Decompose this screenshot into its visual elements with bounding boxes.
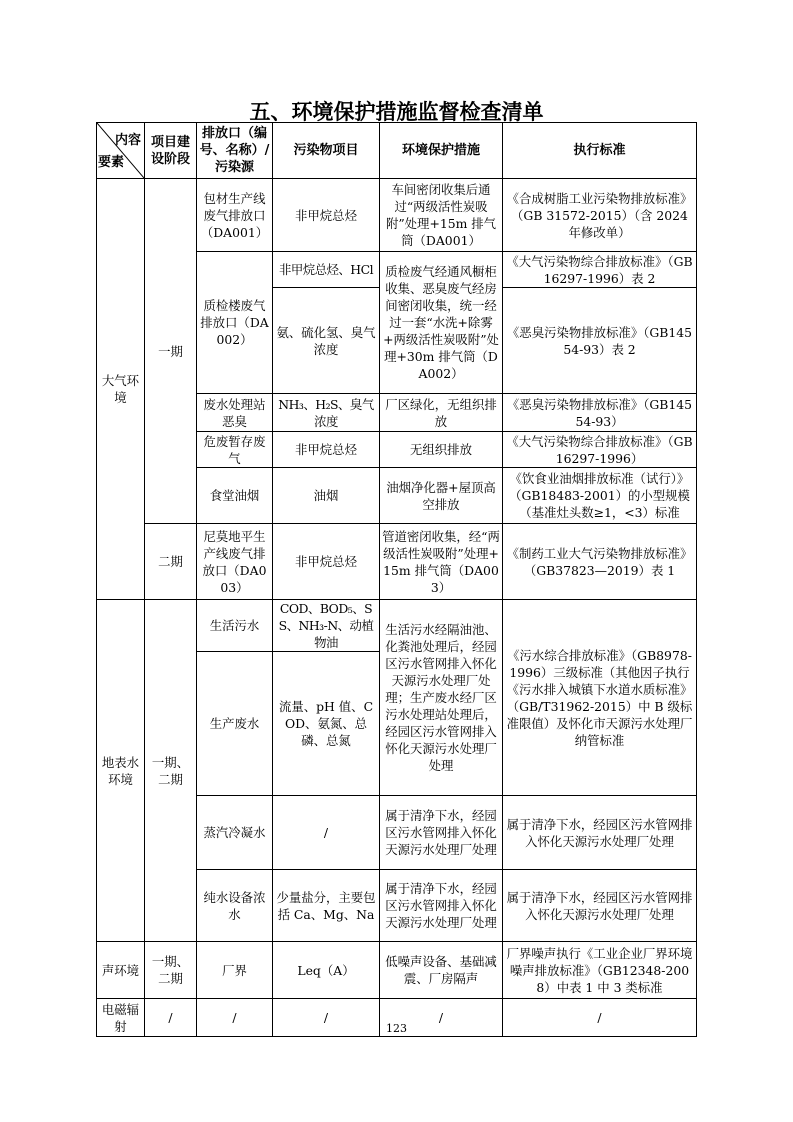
measure-cell: / [380,999,503,1037]
pollutant-cell: 氨、硫化氢、臭气浓度 [273,288,380,394]
table-row [97,524,697,600]
page-title: 五、环境保护措施监督检查清单 [249,100,544,124]
standard-cell: 《合成树脂工业污染物排放标准》（GB 31572-2015）（含 2024 年修改单） [503,179,697,252]
measure-cell: 低噪声设备、基础减震、厂房隔声 [380,942,503,999]
standard-cell: 厂界噪声执行《工业企业厂界环境噪声排放标准》（GB12348-2008）中表 1 中 3 类标准 [503,942,697,999]
outlet-cell: 食堂油烟 [197,468,273,524]
outlet-cell: 危废暂存废气 [197,432,273,468]
outlet-cell: 尼莫地平生产线废气排放口（DA003） [197,524,273,600]
pollutant-cell: COD、BOD₅、SS、NH₃-N、动植物油 [273,600,380,652]
measure-cell: 管道密闭收集，经“两级活性炭吸附”处理+15m 排气筒（DA003） [380,524,503,600]
table-header-row [97,123,697,179]
standard-cell: 《恶臭污染物排放标准》（GB14554-93） [503,394,697,432]
header-pollutant: 污染物项目 [273,123,380,179]
header-measure: 环境保护措施 [380,123,503,179]
table-row [97,600,697,652]
header-standard: 执行标准 [503,123,697,179]
outlet-cell: 生产废水 [197,652,273,796]
standard-cell: 属于清净下水，经园区污水管网排入怀化天源污水处理厂处理 [503,796,697,870]
header-element-label: 要素 [98,155,125,170]
category-emr: 电磁辐射 [97,999,145,1037]
outlet-cell: 包材生产线废气排放口（DA001） [197,179,273,252]
measure-cell: 无组织排放 [380,432,503,468]
standard-cell: 《大气污染物综合排放标准》（GB16297-1996） [503,432,697,468]
pollutant-cell: 非甲烷总烃、HCl [273,252,380,288]
standard-cell: 《污水综合排放标准》（GB8978-1996）三级标准（其他因子执行《污水排入城镇下水道水质标准》（GB/T31962-2015）中 B 级标准限值）及怀化市天源污水处理厂纳管标准 [503,600,697,796]
table-row [97,942,697,999]
pollutant-cell: / [273,796,380,870]
outlet-cell: 纯水设备浓水 [197,870,273,942]
measure-cell: 厂区绿化，无组织排放 [380,394,503,432]
category-water: 地表水环境 [97,600,145,942]
header-content-label: 内容 [114,133,141,148]
pollutant-cell: Leq（A） [273,942,380,999]
category-noise: 声环境 [97,942,145,999]
standard-cell: 《制药工业大气污染物排放标准》（GB37823—2019）表 1 [503,524,697,600]
stage-noise: 一期、二期 [145,942,197,999]
pollutant-cell: 流量、pH 值、COD、氨氮、总磷、总氮 [273,652,380,796]
standard-cell: / [503,999,697,1037]
stage-air-phase2: 二期 [145,524,197,600]
pollutant-cell: / [273,999,380,1037]
stage-water: 一期、二期 [145,600,197,942]
measure-cell: 车间密闭收集后通过“两级活性炭吸附”处理+15m 排气筒（DA001） [380,179,503,252]
standard-cell: 《饮食业油烟排放标准（试行）》（GB18483-2001）的小型规模（基准灶头数≥1，<3）标准 [503,468,697,524]
pollutant-cell: 油烟 [273,468,380,524]
outlet-cell: 蒸汽冷凝水 [197,796,273,870]
category-air: 大气环境 [97,179,145,600]
page-number: 123 [386,1022,407,1035]
header-stage: 项目建设阶段 [145,123,197,179]
pollutant-cell: 非甲烷总烃 [273,179,380,252]
standard-cell: 属于清净下水，经园区污水管网排入怀化天源污水处理厂处理 [503,870,697,942]
diagonal-header-cell [97,123,145,179]
standard-cell: 《恶臭污染物排放标准》（GB14554-93）表 2 [503,288,697,394]
standard-cell: 《大气污染物综合排放标准》（GB16297-1996）表 2 [503,252,697,288]
table-row [97,179,697,252]
measure-cell: 油烟净化器+屋顶高空排放 [380,468,503,524]
measure-cell: 生活污水经隔油池、化粪池处理后，经园区污水管网排入怀化天源污水处理厂处理；生产废水经厂区污水处理站处理后，经园区污水管网排入怀化天源污水处理厂处理 [380,600,503,796]
stage-emr: / [145,999,197,1037]
pollutant-cell: 非甲烷总烃 [273,432,380,468]
outlet-cell: 质检楼废气排放口（DA002） [197,252,273,394]
pollutant-cell: 少量盐分，主要包括 Ca、Mg、Na [273,870,380,942]
pollutant-cell: NH₃、H₂S、臭气浓度 [273,394,380,432]
measure-cell: 质检废气经通风橱柜收集、恶臭废气经房间密闭收集，统一经过一套“水洗+除雾+两级活性炭吸附”处理+30m 排气筒（DA002） [380,252,503,394]
stage-air-phase1: 一期 [145,179,197,524]
outlet-cell: 废水处理站恶臭 [197,394,273,432]
inspection-table [96,122,697,1037]
pollutant-cell: 非甲烷总烃 [273,524,380,600]
header-outlet: 排放口（编号、名称）/污染源 [197,123,273,179]
outlet-cell: 厂界 [197,942,273,999]
outlet-cell: 生活污水 [197,600,273,652]
outlet-cell: / [197,999,273,1037]
measure-cell: 属于清净下水，经园区污水管网排入怀化天源污水处理厂处理 [380,796,503,870]
measure-cell: 属于清净下水，经园区污水管网排入怀化天源污水处理厂处理 [380,870,503,942]
